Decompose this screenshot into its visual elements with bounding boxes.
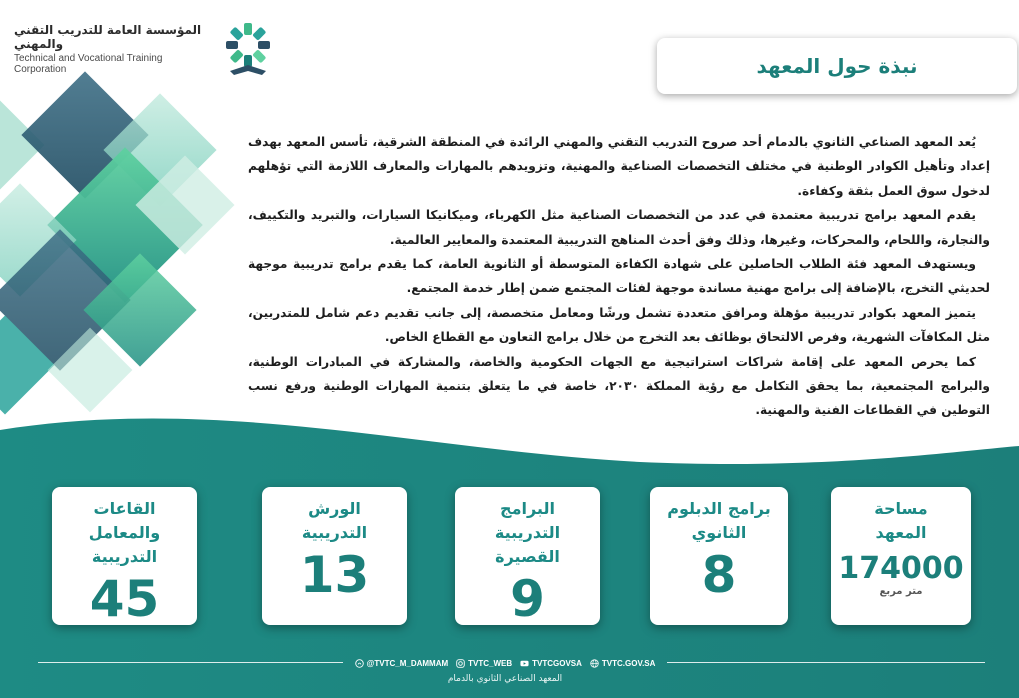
page-title: نبذة حول المعهد	[756, 54, 918, 78]
social-links	[350, 655, 660, 671]
instagram-icon	[456, 659, 465, 668]
social-handle: @TVTC_M_DAMMAM	[366, 658, 449, 668]
stat-label: البرامج التدريبية القصيرة	[494, 499, 561, 566]
stat-value: 13	[299, 546, 370, 604]
stat-unit: متر مربع	[879, 586, 923, 597]
social-link-snapchat[interactable]	[355, 659, 449, 668]
stat-card-short-programs	[455, 487, 600, 628]
page-title-box	[657, 38, 1017, 94]
stat-card-workshops	[262, 487, 407, 625]
social-handle: TVTCGOVSA	[532, 658, 582, 668]
globe-icon	[590, 659, 599, 668]
stat-value: 8	[701, 546, 737, 604]
stat-value: 45	[89, 570, 160, 628]
stat-card-area	[831, 487, 971, 625]
stat-label: مساحة المعهد	[874, 499, 928, 542]
about-paragraph: يُعد المعهد الصناعي الثانوي بالدمام أحد صروح التدريب التقني والمهني الرائدة في المنطقة الشرقية، تأسس المعهد بهدف إعداد وتأهيل الكوادر الوطنية في مختلف التخصصات الصناعية والمهنية، وتزويدهم بالمهارات والمعارف اللازمة التي تؤهلهم لدخول سوق العمل بثقة وكفاءة.	[248, 135, 990, 198]
stat-card-halls-labs	[52, 487, 197, 628]
stat-label: برامج الدبلوم الثانوي	[667, 499, 771, 542]
footer-institute-name: المعهد الصناعي الثانوي بالدمام	[447, 674, 563, 684]
about-paragraph: يقدم المعهد برامج تدريبية معتمدة في عدد من التخصصات الصناعية مثل الكهرباء، وميكانيكا السيارات، والتبريد والتكييف، والنجارة، واللحام، والمحركات، وغيرها، وذلك وفق أحدث المناهج التدريبية المعتمدة والمعايير العالمية.	[248, 208, 990, 247]
stat-value: 9	[510, 570, 545, 628]
stat-card-diploma-programs	[650, 487, 788, 625]
org-name-ar: المؤسسة العامة للتدريب التقني والمهني	[14, 23, 202, 51]
about-text	[248, 130, 990, 423]
stat-label: الورش التدريبية	[301, 499, 368, 542]
footer-divider-right	[667, 662, 985, 663]
snapchat-icon	[355, 659, 364, 668]
youtube-icon	[520, 659, 529, 668]
about-paragraph: كما يحرص المعهد على إقامة شراكات استراتيجية مع الجهات الحكومية والخاصة، والمشاركة في المبادرات الوطنية، والبرامج المجتمعية، بما يحقق التكامل مع رؤية المملكة ٢٠٣٠، خاصة في ما يتعلق بتنمية المهارات الوطنية ورفع نسب التوطين في القطاعات الفنية والمهنية.	[248, 354, 990, 418]
social-link-instagram[interactable]	[456, 659, 512, 668]
about-paragraph: يتميز المعهد بكوادر تدريبية مؤهلة ومرافق متعددة تشمل ورشًا ومعامل متخصصة، إلى جانب تقديم دعم شامل للمتدربين، مثل المكافآت الشهرية، وفرص الالتحاق بوظائف بعد التخرج من خلال برامج التعاون مع القطاع الخاص.	[248, 305, 990, 345]
stat-label: القاعات والمعامل التدريبية	[88, 499, 161, 566]
decorative-diamonds	[0, 71, 234, 414]
tvtc-logo-icon	[222, 19, 274, 79]
social-link-youtube[interactable]	[520, 659, 582, 668]
social-handle: TVTC_WEB	[468, 658, 513, 668]
stat-value: 174000	[838, 551, 964, 586]
social-link-website[interactable]	[590, 659, 656, 668]
org-logo	[14, 14, 274, 84]
social-handle: TVTC.GOV.SA	[601, 658, 656, 668]
footer-divider-left	[38, 662, 343, 663]
about-paragraph: ويستهدف المعهد فئة الطلاب الحاصلين على شهادة الكفاءة المتوسطة أو الثانوية العامة، كما يقدم برامج تدريبية موجهة لحديثي التخرج، بالإضافة إلى برامج مهنية مساندة موجهة لفئات المجتمع ضمن إطار خدمة المجتمع.	[248, 257, 990, 296]
org-name-en: Technical and Vocational Training Corporation	[14, 53, 163, 75]
